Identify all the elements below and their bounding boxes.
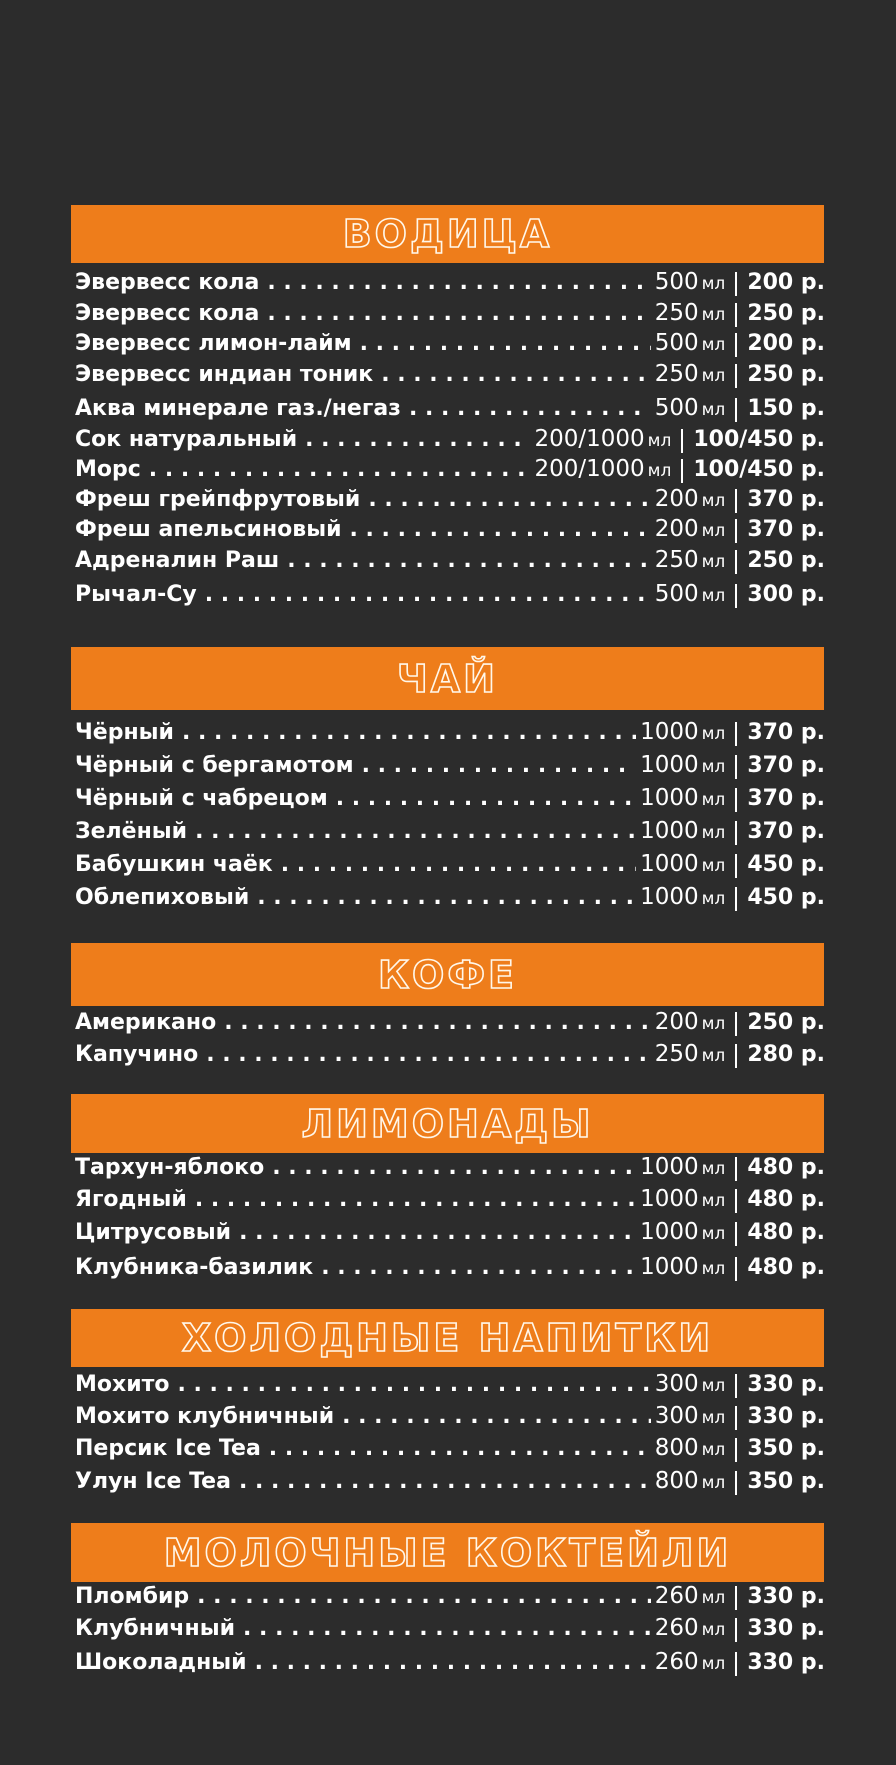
menu-item — [75, 1371, 825, 1401]
menu-item — [75, 486, 825, 516]
item-unit: мл — [701, 1620, 726, 1640]
item-price: 370 р. — [747, 786, 825, 811]
item-price: 480 р. — [747, 1155, 825, 1180]
price-separator — [735, 519, 737, 543]
dot-leader — [409, 396, 651, 421]
dot-leader — [257, 885, 636, 910]
dot-leader — [195, 1187, 636, 1212]
menu-item — [75, 785, 825, 815]
price-separator — [735, 1652, 737, 1676]
price-separator — [735, 272, 737, 296]
item-volume: 250 — [654, 547, 699, 573]
item-unit: мл — [701, 1654, 726, 1674]
price-separator — [735, 1222, 737, 1246]
item-name: Морс — [75, 457, 141, 482]
item-name: Пломбир — [75, 1584, 190, 1609]
menu-item — [75, 1403, 825, 1433]
price-separator — [735, 1406, 737, 1430]
dot-leader — [243, 1616, 651, 1641]
menu-item — [75, 1154, 825, 1184]
item-price: 250 р. — [747, 1010, 825, 1035]
price-separator — [735, 398, 737, 422]
item-name: Эвервесс индиан тоник — [75, 362, 374, 387]
price-separator — [735, 1189, 737, 1213]
price-separator — [735, 333, 737, 357]
item-name: Капучино — [75, 1042, 199, 1067]
menu-item — [75, 330, 825, 360]
item-volume: 500 — [654, 269, 699, 295]
section-title: ЛИМОНАДЫ — [301, 1101, 594, 1146]
item-price: 250 р. — [747, 548, 825, 573]
item-unit: мл — [701, 790, 726, 810]
price-separator — [735, 1438, 737, 1462]
item-price: 480 р. — [747, 1255, 825, 1280]
price-separator — [735, 1374, 737, 1398]
dot-leader — [197, 1584, 651, 1609]
section-title: ЧАЙ — [397, 656, 498, 701]
item-price: 480 р. — [747, 1220, 825, 1245]
section-title: КОФЕ — [377, 952, 517, 997]
item-price: 350 р. — [747, 1436, 825, 1461]
dot-leader — [281, 852, 636, 877]
item-name: Клубничный — [75, 1616, 236, 1641]
item-name: Чёрный с чабрецом — [75, 786, 328, 811]
item-name: Рычал-Су — [75, 582, 197, 607]
item-price: 200 р. — [747, 331, 825, 356]
menu-item — [75, 1468, 825, 1498]
item-price: 150 р. — [747, 396, 825, 421]
price-separator — [735, 1257, 737, 1281]
item-volume: 250 — [654, 1041, 699, 1067]
item-price: 450 р. — [747, 885, 825, 910]
item-volume: 200 — [654, 516, 699, 542]
item-price: 350 р. — [747, 1469, 825, 1494]
price-separator — [735, 887, 737, 911]
item-unit: мл — [701, 889, 726, 909]
menu-item — [75, 719, 825, 749]
item-unit: мл — [647, 431, 672, 451]
item-price: 450 р. — [747, 852, 825, 877]
item-name: Американо — [75, 1010, 217, 1035]
item-unit: мл — [701, 1259, 726, 1279]
item-volume: 1000 — [640, 1254, 699, 1280]
item-name: Фреш грейпфрутовый — [75, 487, 361, 512]
price-separator — [735, 854, 737, 878]
menu-item — [75, 581, 825, 611]
item-name: Персик Ice Tea — [75, 1436, 261, 1461]
item-volume: 800 — [654, 1435, 699, 1461]
dot-leader — [362, 753, 636, 778]
dot-leader — [177, 1372, 650, 1397]
item-name: Тархун-яблоко — [75, 1155, 265, 1180]
item-unit: мл — [701, 1408, 726, 1428]
dot-leader — [305, 427, 530, 452]
dot-leader — [342, 1404, 651, 1429]
price-separator — [735, 755, 737, 779]
item-unit: мл — [701, 400, 726, 420]
price-separator — [735, 821, 737, 845]
item-price: 280 р. — [747, 1042, 825, 1067]
item-volume: 1000 — [640, 1154, 699, 1180]
item-volume: 260 — [654, 1615, 699, 1641]
item-price: 480 р. — [747, 1187, 825, 1212]
price-separator — [735, 550, 737, 574]
item-volume: 300 — [654, 1403, 699, 1429]
menu-item — [75, 1254, 825, 1284]
section-banner-1 — [71, 647, 824, 710]
price-separator — [735, 1471, 737, 1495]
dot-leader — [272, 1155, 636, 1180]
menu-item — [75, 1041, 825, 1071]
item-name: Ягодный — [75, 1187, 187, 1212]
item-name: Эвервесс кола — [75, 270, 260, 295]
menu-item — [75, 818, 825, 848]
item-price: 330 р. — [747, 1404, 825, 1429]
price-separator — [735, 364, 737, 388]
item-unit: мл — [701, 1473, 726, 1493]
item-volume: 1000 — [640, 1219, 699, 1245]
item-unit: мл — [701, 586, 726, 606]
item-unit: мл — [701, 1440, 726, 1460]
item-volume: 260 — [654, 1583, 699, 1609]
dot-leader — [205, 582, 651, 607]
item-name: Фреш апельсиновый — [75, 517, 342, 542]
dot-leader — [182, 720, 636, 745]
item-name: Эвервесс лимон-лайм — [75, 331, 352, 356]
item-volume: 800 — [654, 1468, 699, 1494]
price-separator — [735, 584, 737, 608]
item-volume: 1000 — [640, 851, 699, 877]
item-volume: 1000 — [640, 752, 699, 778]
dot-leader — [368, 487, 650, 512]
item-name: Аква минерале газ./негаз — [75, 396, 401, 421]
item-unit: мл — [701, 1376, 726, 1396]
item-price: 100/450 р. — [693, 427, 825, 452]
item-name: Облепиховый — [75, 885, 250, 910]
menu-item — [75, 1649, 825, 1679]
item-name: Чёрный — [75, 720, 174, 745]
item-price: 370 р. — [747, 487, 825, 512]
dot-leader — [206, 1042, 651, 1067]
item-name: Цитрусовый — [75, 1220, 232, 1245]
item-unit: мл — [701, 1588, 726, 1608]
section-banner-4 — [71, 1309, 824, 1367]
item-name: Адреналин Раш — [75, 548, 280, 573]
item-unit: мл — [701, 521, 726, 541]
menu-item — [75, 1009, 825, 1039]
price-separator — [735, 1618, 737, 1642]
item-price: 370 р. — [747, 517, 825, 542]
item-name: Зелёный — [75, 819, 188, 844]
item-name: Эвервесс кола — [75, 301, 260, 326]
section-banner-0 — [71, 205, 824, 263]
section-banner-2 — [71, 943, 824, 1006]
price-separator — [735, 303, 737, 327]
price-separator — [735, 1012, 737, 1036]
item-unit: мл — [701, 1046, 726, 1066]
price-separator — [735, 788, 737, 812]
item-volume: 200 — [654, 1009, 699, 1035]
menu-item — [75, 884, 825, 914]
item-volume: 200 — [654, 486, 699, 512]
item-volume: 1000 — [640, 1186, 699, 1212]
item-price: 250 р. — [747, 362, 825, 387]
dot-leader — [224, 1010, 651, 1035]
dot-leader — [255, 1650, 651, 1675]
menu-item — [75, 1435, 825, 1465]
price-separator — [735, 722, 737, 746]
menu-item — [75, 456, 825, 486]
section-banner-5 — [71, 1523, 824, 1582]
item-unit: мл — [701, 1159, 726, 1179]
item-name: Сок натуральный — [75, 427, 298, 452]
item-volume: 500 — [654, 330, 699, 356]
menu-item — [75, 361, 825, 391]
item-price: 330 р. — [747, 1616, 825, 1641]
item-name: Чёрный с бергамотом — [75, 753, 354, 778]
item-unit: мл — [647, 461, 672, 481]
menu-item — [75, 752, 825, 782]
item-name: Улун Ice Tea — [75, 1469, 231, 1494]
item-volume: 260 — [654, 1649, 699, 1675]
menu-item — [75, 516, 825, 546]
dot-leader — [287, 548, 650, 573]
section-banner-3 — [71, 1094, 824, 1153]
item-volume: 250 — [654, 361, 699, 387]
menu-item — [75, 269, 825, 299]
item-unit: мл — [701, 724, 726, 744]
menu-item — [75, 1186, 825, 1216]
item-price: 330 р. — [747, 1372, 825, 1397]
item-price: 250 р. — [747, 301, 825, 326]
item-unit: мл — [701, 305, 726, 325]
price-separator — [735, 1044, 737, 1068]
dot-leader — [360, 331, 651, 356]
item-unit: мл — [701, 856, 726, 876]
item-name: Бабушкин чаёк — [75, 852, 273, 877]
dot-leader — [321, 1255, 636, 1280]
item-volume: 200/1000 — [534, 456, 645, 482]
menu-item — [75, 1583, 825, 1613]
item-volume: 1000 — [640, 785, 699, 811]
price-separator — [681, 459, 683, 483]
item-volume: 250 — [654, 300, 699, 326]
dot-leader — [381, 362, 650, 387]
item-unit: мл — [701, 757, 726, 777]
section-title: ХОЛОДНЫЕ НАПИТКИ — [181, 1316, 714, 1360]
menu-item — [75, 1219, 825, 1249]
item-volume: 1000 — [640, 719, 699, 745]
section-title: ВОДИЦА — [342, 212, 553, 256]
section-title: МОЛОЧНЫЕ КОКТЕЙЛИ — [163, 1530, 732, 1575]
item-volume: 500 — [654, 395, 699, 421]
item-price: 330 р. — [747, 1584, 825, 1609]
dot-leader — [239, 1220, 636, 1245]
dot-leader — [336, 786, 636, 811]
item-name: Мохито клубничный — [75, 1404, 335, 1429]
item-unit: мл — [701, 1191, 726, 1211]
item-unit: мл — [701, 366, 726, 386]
item-price: 200 р. — [747, 270, 825, 295]
dot-leader — [350, 517, 651, 542]
dot-leader — [239, 1469, 651, 1494]
item-name: Клубника-базилик — [75, 1255, 314, 1280]
menu-item — [75, 547, 825, 577]
item-name: Мохито — [75, 1372, 170, 1397]
item-price: 100/450 р. — [693, 457, 825, 482]
item-price: 370 р. — [747, 720, 825, 745]
item-price: 370 р. — [747, 819, 825, 844]
item-price: 300 р. — [747, 582, 825, 607]
menu-item — [75, 300, 825, 330]
menu-item — [75, 395, 825, 425]
menu-item — [75, 426, 825, 456]
dot-leader — [195, 819, 636, 844]
dot-leader — [267, 270, 650, 295]
item-volume: 200/1000 — [534, 426, 645, 452]
item-volume: 500 — [654, 581, 699, 607]
item-unit: мл — [701, 1224, 726, 1244]
item-volume: 1000 — [640, 884, 699, 910]
item-unit: мл — [701, 274, 726, 294]
item-unit: мл — [701, 1014, 726, 1034]
price-separator — [735, 1157, 737, 1181]
item-price: 370 р. — [747, 753, 825, 778]
item-volume: 300 — [654, 1371, 699, 1397]
item-unit: мл — [701, 823, 726, 843]
menu-item — [75, 851, 825, 881]
menu-item — [75, 1615, 825, 1645]
price-separator — [681, 429, 683, 453]
dot-leader — [269, 1436, 651, 1461]
item-unit: мл — [701, 552, 726, 572]
item-name: Шоколадный — [75, 1650, 247, 1675]
item-volume: 1000 — [640, 818, 699, 844]
item-unit: мл — [701, 491, 726, 511]
price-separator — [735, 489, 737, 513]
dot-leader — [149, 457, 531, 482]
dot-leader — [267, 301, 650, 326]
item-unit: мл — [701, 335, 726, 355]
price-separator — [735, 1586, 737, 1610]
item-price: 330 р. — [747, 1650, 825, 1675]
